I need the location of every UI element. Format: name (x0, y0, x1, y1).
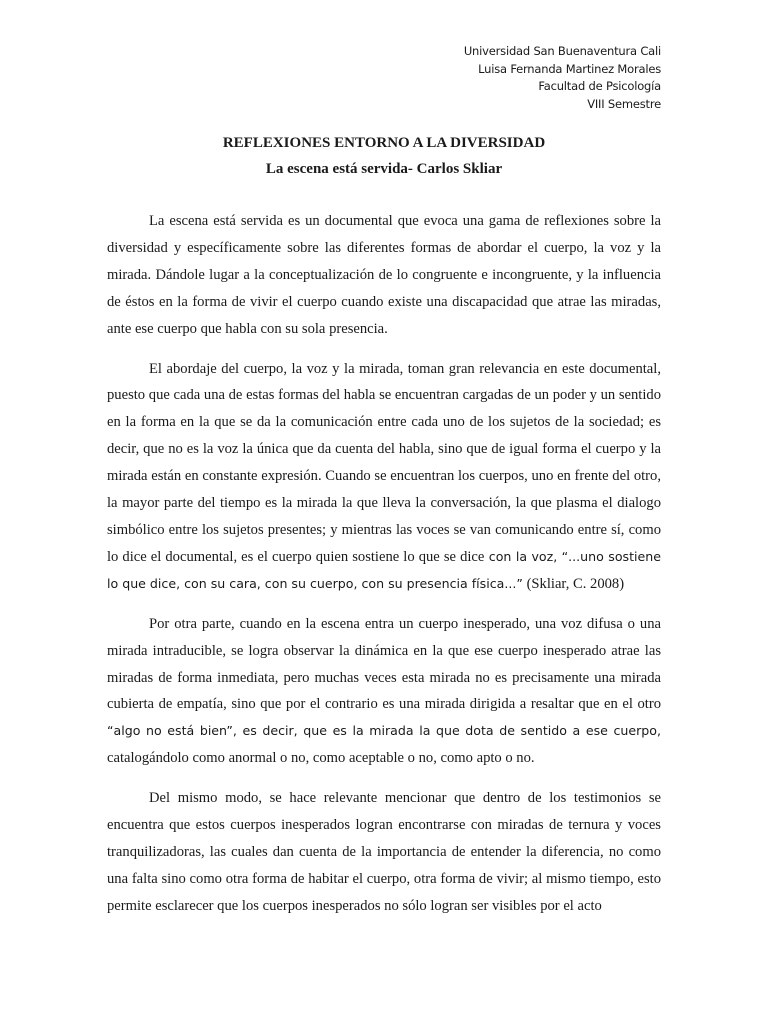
document-body (107, 208, 661, 933)
university-name: Universidad San Buenaventura Cali (463, 44, 661, 58)
paragraph-3 (107, 611, 661, 772)
document-subtitle: La escena está servida- Carlos Skliar (265, 161, 503, 177)
faculty-name: Facultad de Psicología (538, 79, 661, 93)
paragraph-2-text: El abordaje del cuerpo, la voz y la mirada, toman gran relevancia en este documental, puesto que cada una de estas formas del habla se encuentran cargadas de un poder y un sentido en la forma en la que se da la comunicación entre cada uno de los sujetos de la sociedad; es decir, que no es la voz la única que da cuenta del habla, sino que de igual forma el cuerpo y la mirada están en constante expresión. Cuando se encuentran los cuerpos, uno en frente del otro, la mayor parte del tiempo es la mirada la que lleva la conversación, la que plasma el dialogo simbólico entre los sujetos presentes; y mientras las voces se van comunicando entre sí, como lo dice el documental, es el cuerpo quien sostiene lo que se dice (107, 360, 661, 565)
paragraph-4: Del mismo modo, se hace relevante mencionar que dentro de los testimonios se encuentra que estos cuerpos inesperados logran encontrarse con miradas de ternura y voces tranquilizadoras, las cuales dan cuenta de la importancia de entender la diferencia, no como una falta sino como otra forma de habitar el cuerpo, otra forma de vivir; al mismo tiempo, esto permite esclarecer que los cuerpos inesperados no sólo logran ser visibles por el acto (107, 790, 661, 914)
paragraph-2 (107, 356, 661, 598)
paragraph-2-quote: con la voz, “...uno sostiene lo que dice, con su cara, con su cuerpo, con su presencia física...” (107, 548, 661, 591)
paragraph-2-citation: (Skliar, C. 2008) (522, 575, 625, 592)
paragraph-3-end: catalogándolo como anormal o no, como aceptable o no, como apto o no. (107, 750, 535, 767)
document-title: REFLEXIONES ENTORNO A LA DIVERSIDAD (222, 135, 546, 151)
document-header (464, 43, 661, 113)
paragraph-1: La escena está servida es un documental que evoca una gama de reflexiones sobre la diversidad y específicamente sobre las diferentes formas de abordar el cuerpo, la voz y la mirada. Dándole lugar a la conceptualización de lo congruente e incongruente, y la influencia de éstos en la forma de vivir el cuerpo cuando existe una discapacidad que atrae las miradas, ante ese cuerpo que habla con su sola presencia. (107, 213, 661, 337)
author-name: Luisa Fernanda Martinez Morales (478, 61, 661, 76)
paragraph-3-text: Por otra parte, cuando en la escena entra un cuerpo inesperado, una voz difusa o una mirada intraducible, se logra observar la dinámica en la que ese cuerpo inesperado atrae las miradas de forma inmediata, pero muchas veces esta mirada no es precisamente una mirada cubierta de empatía, sino que por el contrario es una mirada dirigida a resaltar que en el otro (107, 615, 661, 713)
semester-label: VIII Semestre (587, 96, 661, 111)
paragraph-3-quote: “algo no está bien”, es decir, que es la mirada la que dota de sentido a ese cuerpo, (107, 723, 661, 739)
